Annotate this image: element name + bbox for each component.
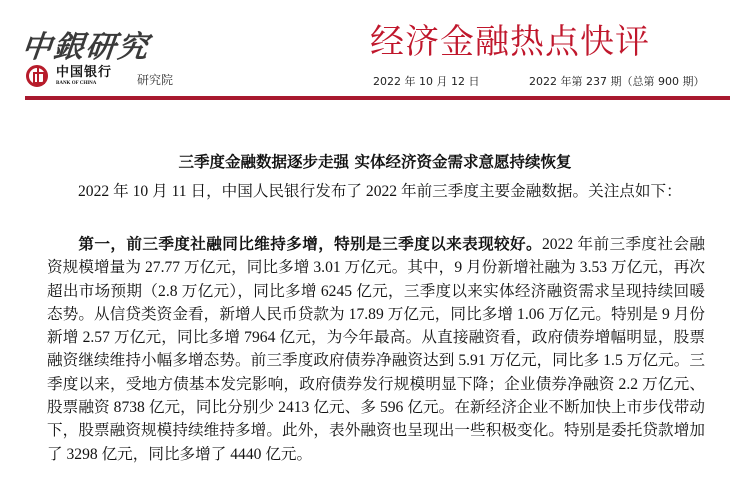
bank-name-cn: 中国银行 xyxy=(56,65,113,80)
issue-number: 2022 年第 237 期（总第 900 期） xyxy=(529,75,705,88)
point-one-lead: 第一，前三季度社融同比维持多增，特别是三季度以来表现较好。 xyxy=(78,236,542,253)
bank-of-china-emblem-icon xyxy=(26,65,48,87)
institute-label: 研究院 xyxy=(137,73,174,87)
point-one-paragraph xyxy=(47,233,705,466)
bank-name-en: BANK OF CHINA xyxy=(56,81,97,86)
report-series-title: 经济金融热点快评 xyxy=(370,22,650,62)
brand-calligraphy-logo: 中銀研究 xyxy=(19,30,152,65)
point-one-body: 2022 年前三季度社会融资规模增量为 27.77 万亿元，同比多增 3.01 万亿元。其中，9 月份新增社融为 3.53 万亿元，再次超出市场预期（2.8 万亿元），同比多增 6245 亿元，三季度以来实体经济融资需求呈现持续回暖态势。从信贷类资金看，新增人民币贷款为 17.89 万亿元，同比多增 1.06 万亿元。特别是 9 月份新增 2.57 万亿元，同比多增 7964 亿元，为今年最高。从直接融资看，政府债券增幅明显，股票融资继续维持小幅多增态势。前三季度政府债券净融资达到 5.91 万亿元，同比多 1.5 万亿元。三季度以来，受地方债基本发完影响，政府债券发行规模明显下降；企业债券净融资 2.2 万亿元、股票融资 8738 亿元，同比分别少 2413 亿元、多 596 亿元。在新经济企业不断加快上市步伐带动下，股票融资规模持续维持多增。此外，表外融资也呈现出一些积极变化。特别是委托贷款增加了 3298 亿元，同比多增了 4440 亿元。 xyxy=(47,236,705,463)
bank-name-block xyxy=(56,66,112,86)
article-title: 三季度金融数据逐步走强 实体经济资金需求意愿持续恢复 xyxy=(178,153,572,171)
intro-text: 2022 年 10 月 11 日，中国人民银行发布了 2022 年前三季度主要金融数据。关注点如下： xyxy=(78,183,682,200)
intro-paragraph xyxy=(47,180,705,203)
header-divider xyxy=(25,96,730,100)
bank-of-china-logo xyxy=(26,65,112,87)
report-date: 2022 年 10 月 12 日 xyxy=(373,75,480,88)
